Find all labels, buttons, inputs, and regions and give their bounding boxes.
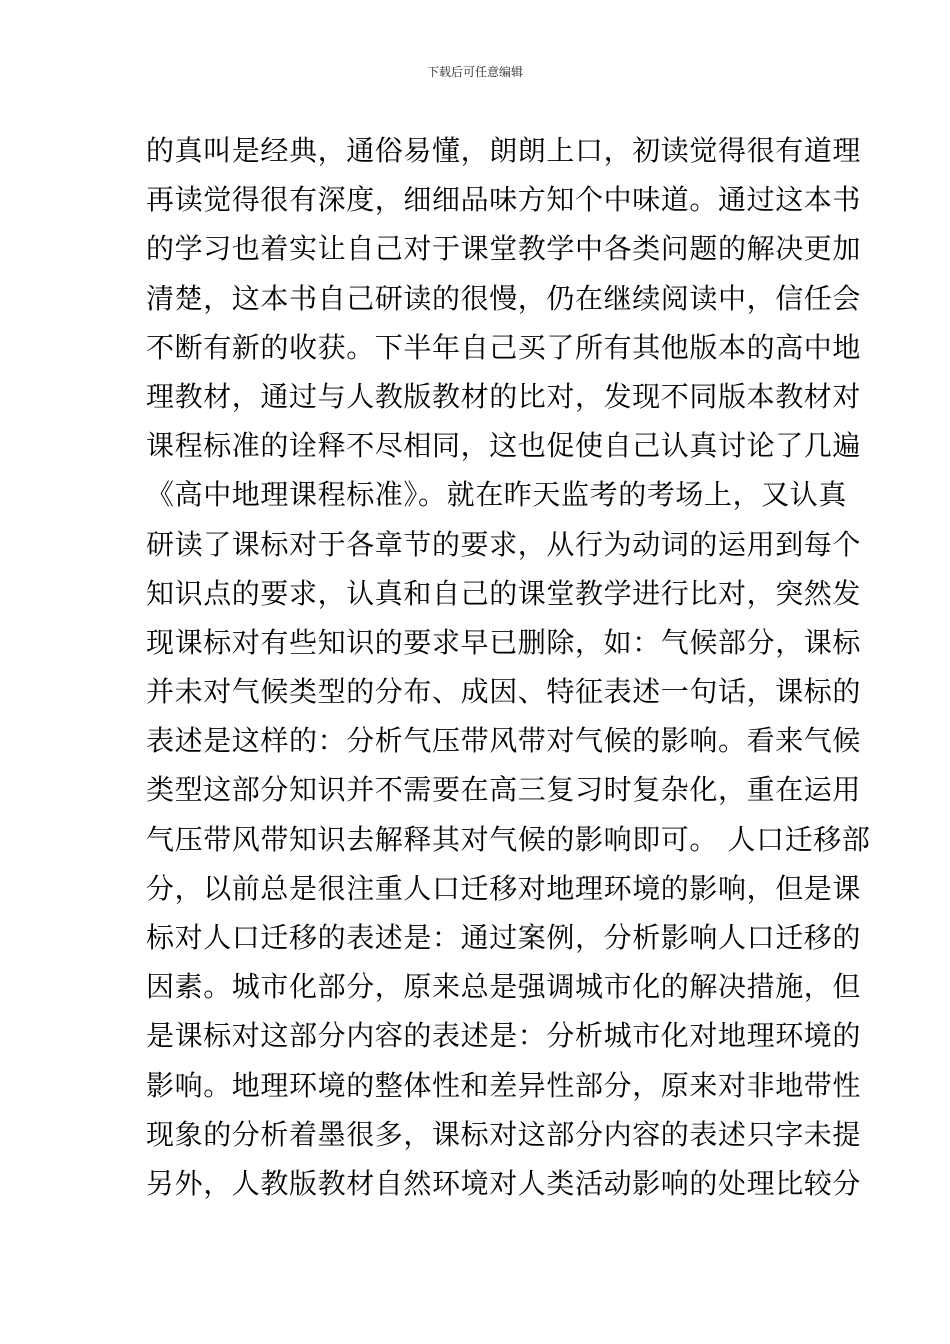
text-line: 分，以前总是很注重人口迁移对地理环境的影响，但是课 (146, 871, 862, 905)
text-line: 《高中地理课程标准》。就在昨天监考的考场上，又认真 (146, 478, 848, 512)
text-line: 理教材，通过与人教版教材的比对，发现不同版本教材对 (146, 379, 862, 413)
text-line: 并未对气候类型的分布、成因、特征表述一句话，课标的 (146, 675, 862, 709)
text-line: 课程标准的诠释不尽相同，这也促使自己认真讨论了几遍 (146, 429, 862, 463)
text-line: 另外，人教版教材自然环境对人类活动影响的处理比较分 (146, 1166, 862, 1200)
text-line: 现象的分析着墨很多，课标对这部分内容的表述只字未提 (146, 1117, 862, 1151)
body-text (146, 126, 871, 1208)
text-line: 不断有新的收获。下半年自己买了所有其他版本的高中地 (146, 330, 862, 364)
text-line: 表述是这样的：分析气压带风带对气候的影响。看来气候 (146, 724, 862, 758)
text-line: 知识点的要求，认真和自己的课堂教学进行比对，突然发 (146, 576, 862, 610)
text-line: 清楚，这本书自己研读的很慢，仍在继续阅读中，信任会 (146, 281, 862, 315)
text-line: 类型这部分知识并不需要在高三复习时复杂化，重在运用 (146, 773, 862, 807)
text-line: 再读觉得很有深度，细细品味方知个中味道。通过这本书 (146, 183, 862, 217)
text-line: 现课标对有些知识的要求早已删除，如：气候部分，课标 (146, 625, 862, 659)
text-line: 研读了课标对于各章节的要求，从行为动词的运用到每个 (146, 527, 862, 561)
text-line: 因素。城市化部分，原来总是强调城市化的解决措施，但 (146, 970, 862, 1004)
text-line: 标对人口迁移的表述是：通过案例，分析影响人口迁移的 (146, 921, 862, 954)
text-line: 影响。地理环境的整体性和差异性部分，原来对非地带性 (146, 1068, 862, 1102)
text-line: 的学习也着实让自己对于课堂教学中各类问题的解决更加 (146, 232, 862, 266)
page-header: 下载后可任意编辑 (426, 65, 523, 79)
text-line: 是课标对这部分内容的表述是：分析城市化对地理环境的 (146, 1019, 862, 1053)
text-line: 的真叫是经典，通俗易懂，朗朗上口，初读觉得很有道理 (146, 134, 862, 167)
text-line: 气压带风带知识去解释其对气候的影响即可。 人口迁移部 (146, 822, 871, 856)
